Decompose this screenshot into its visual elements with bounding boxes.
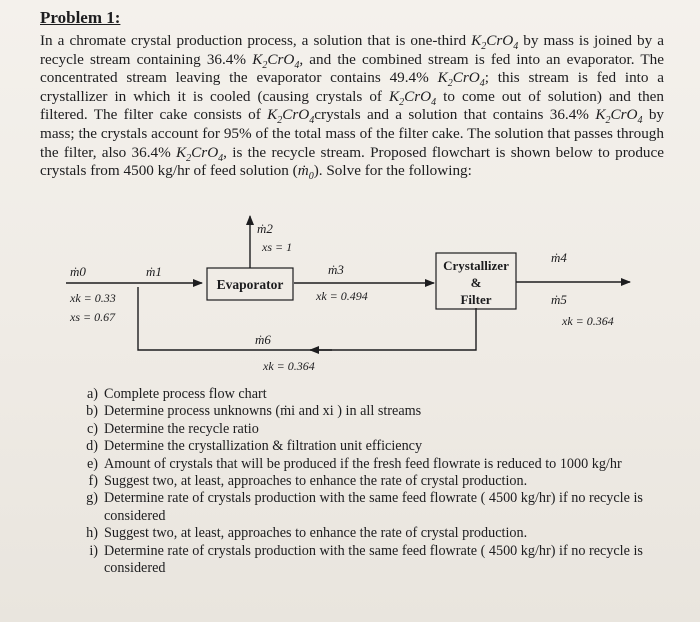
question-label: c) — [86, 420, 98, 437]
question-item — [68, 386, 668, 403]
formula-k2cro4: $K_2CrO_4$ — [595, 106, 643, 127]
question-item — [68, 438, 668, 455]
stream-m0-xk: xk = 0.33 — [70, 291, 116, 305]
intro-s7: by mass; the crystals account for 95% of the total mass of the filter cake. The solution that passes through the filter, also 36.4% — [40, 106, 664, 161]
stream-m5-label: ṁ5 — [551, 292, 567, 307]
question-item — [68, 490, 668, 525]
question-text: Determine rate of crystals production with the same feed flowrate ( 4500 kg/hr) if no recycle is considered — [104, 542, 643, 577]
stream-m3-xk: xk = 0.494 — [316, 289, 368, 303]
stream-m0-label: ṁ0 — [70, 264, 86, 279]
crystallizer-label: Crystallizer — [443, 258, 509, 273]
question-item — [68, 456, 668, 473]
question-text: Determine process unknowns (ṁi and xi ) in all streams — [104, 403, 422, 420]
question-label: a) — [86, 386, 98, 402]
evaporator-label: Evaporator — [216, 277, 284, 292]
filter-label: Filter — [460, 292, 492, 307]
intro-s4: ; this stream is fed into a crystallizer in which it is cooled (causing crystals of — [40, 69, 665, 105]
problem-title: Problem 1: — [40, 8, 121, 27]
intro-s8: , is the recycle stream. Proposed flowchart is shown below to produce crystals from 4500 kg/hr of feed solution ( — [40, 143, 665, 180]
stream-m3-label: ṁ3 — [328, 262, 344, 277]
question-label: d) — [86, 438, 98, 455]
question-text: Determine the crystallization & filtration unit efficiency — [104, 438, 423, 455]
question-label: h) — [86, 525, 98, 542]
stream-m4-label: ṁ4 — [551, 250, 567, 265]
question-label: e) — [86, 455, 98, 472]
stream-m2-label: ṁ2 — [257, 221, 273, 236]
intro-s9: ). Solve for the following: — [313, 162, 472, 180]
stream-m6-xk: xk = 0.364 — [263, 359, 315, 373]
stream-m0-xs: xs = 0.67 — [70, 310, 116, 324]
formula-k2cro4: $K_2CrO_4$ — [471, 32, 519, 53]
question-item — [68, 525, 668, 542]
formula-k2cro4: $K_2CrO_4$ — [388, 87, 437, 108]
stream-m6-label: ṁ6 — [255, 332, 271, 347]
formula-k2cro4: $K_2CrO_4$ — [252, 50, 300, 71]
ampersand-label: & — [470, 275, 482, 290]
question-label: i) — [89, 542, 98, 559]
stream-m5-xk: xk = 0.364 — [562, 314, 614, 328]
symbol-m0-dot: ṁ$_0$ — [297, 162, 314, 183]
question-item — [68, 543, 668, 578]
question-label: b) — [86, 403, 98, 420]
intro-s1: In a chromate crystal production process, a solution that is one-third — [40, 32, 467, 49]
question-list — [68, 386, 668, 577]
question-label: f) — [88, 473, 98, 490]
intro-s3: , and the combined stream is fed into an evaporator. The concentrated stream leaving the evaporator contains 49.4% — [40, 50, 665, 87]
question-text: Complete process flow chart — [104, 386, 267, 402]
formula-k2cro4: $K_2CrO_4$ — [267, 106, 315, 127]
question-text: Amount of crystals that will be produced if the fresh feed flowrate is reduced to 1000 kg/hr — [104, 455, 622, 472]
stream-m1-label: ṁ1 — [146, 264, 162, 279]
question-text: Suggest two, at least, approaches to enhance the rate of crystal production. — [104, 473, 528, 490]
formula-k2cro4: $K_2CrO_4$ — [176, 143, 224, 164]
question-text: Determine rate of crystals production with the same feed flowrate ( 4500 kg/hr) if no recycle is considered — [104, 490, 643, 524]
intro-s6: crystals and a solution that contains 36.4% — [314, 106, 589, 124]
question-item — [68, 403, 668, 420]
question-text: Suggest two, at least, approaches to enhance the rate of crystal production. — [104, 525, 528, 542]
question-text: Determine the recycle ratio — [104, 420, 259, 437]
formula-k2cro4: $K_2CrO_4$ — [437, 69, 485, 90]
question-item — [68, 473, 668, 490]
recycle-stream-line — [138, 287, 476, 350]
stream-m2-xs: xs = 1 — [262, 240, 293, 254]
question-label: g) — [86, 490, 98, 507]
intro-s5: to come out of solution) and then filtered. The filter cake consists of — [40, 87, 665, 124]
intro-s2: by mass is joined by a recycle stream containing 36.4% — [40, 32, 665, 68]
question-item — [68, 421, 668, 438]
